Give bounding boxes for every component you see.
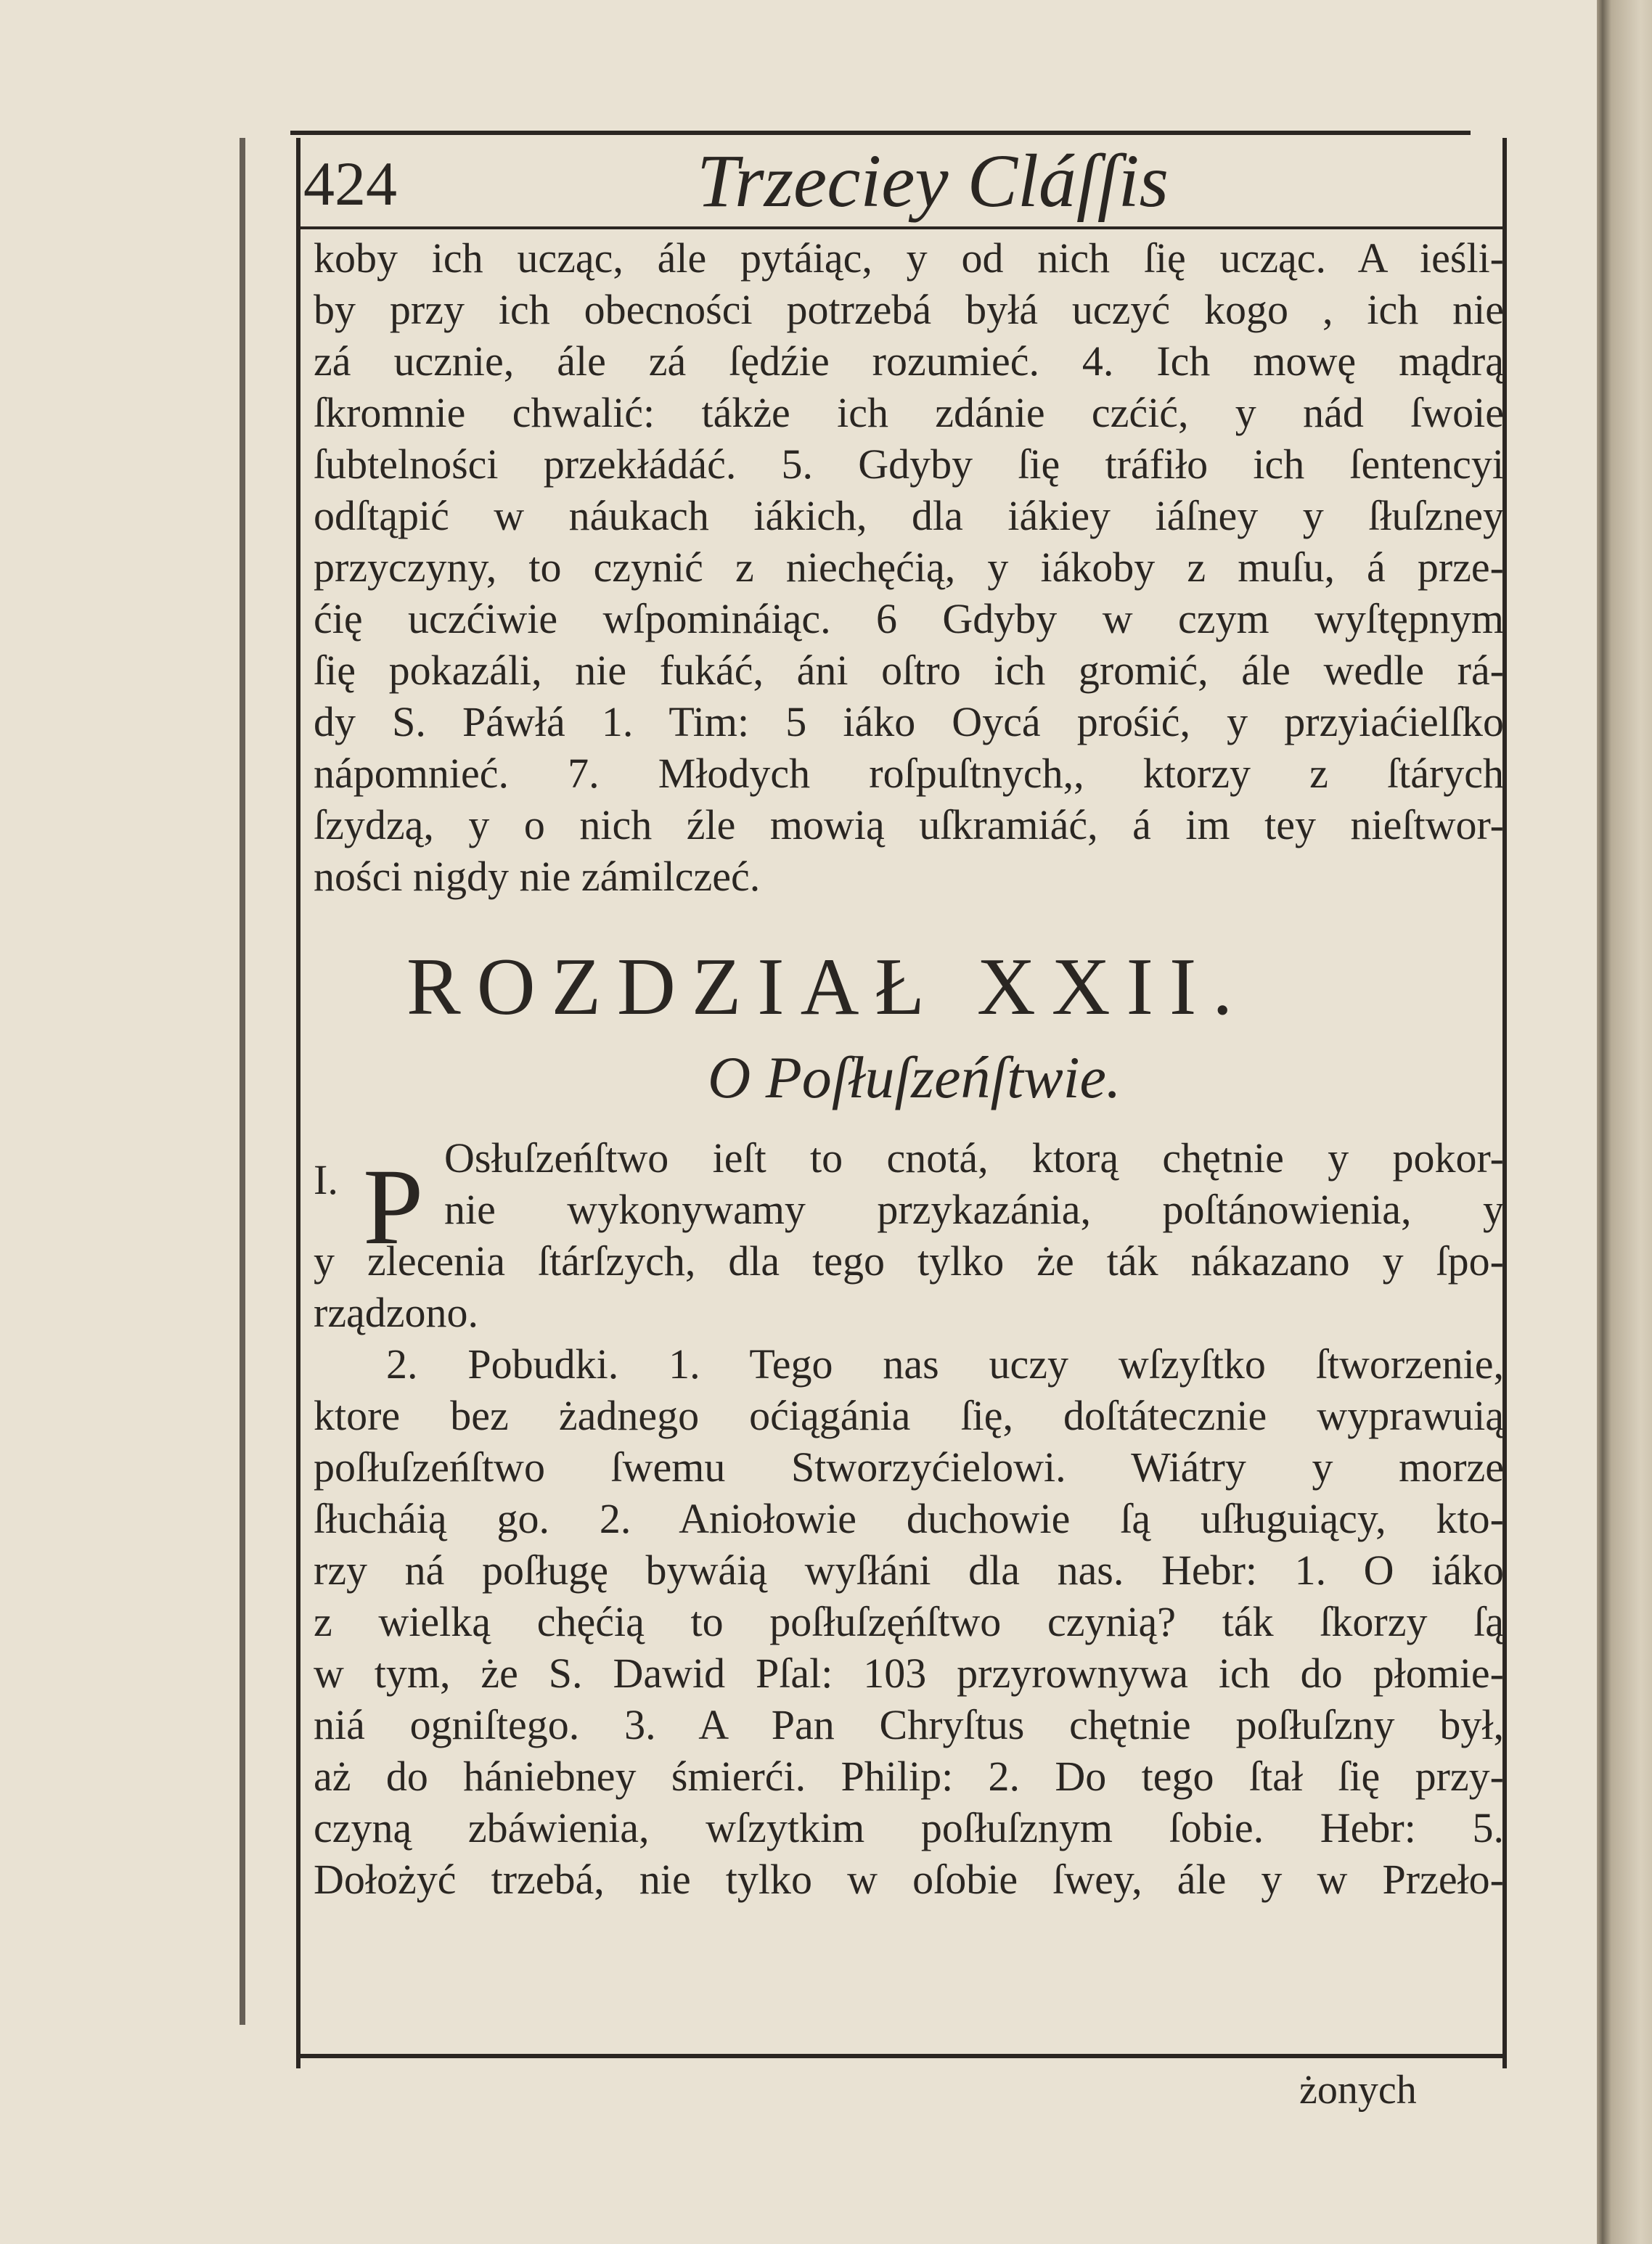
margin-mark xyxy=(240,138,245,2025)
chapter-heading: ROZDZIAŁ XXII. xyxy=(406,942,1249,1032)
text-line: ſłucháią go. 2. Aniołowie duchowie ſą uſługuiący, kto- xyxy=(314,1495,1504,1542)
text-line: odſtąpić w náukach iákich, dla iákiey iáſney y ſłuſzney xyxy=(314,492,1504,539)
text-line: koby ich ucząc, ále pytáiąc, y od nich ſię ucząc. A ieśli- xyxy=(314,234,1504,282)
text-line: ſubtelności przekłádáć. 5. Gdyby ſię tráfiło ich ſentencyi xyxy=(314,441,1504,488)
text-line: rządzono. xyxy=(314,1289,479,1336)
text-line: ſzydzą, y o nich źle mowią uſkramiáć, á im tey nieſtwor- xyxy=(314,801,1504,848)
page-edge xyxy=(1597,0,1652,2244)
text-line: Dołożyć trzebá, nie tylko w oſobie ſwey, ále y w Przeło- xyxy=(314,1856,1504,1903)
text-line: Osłuſzeńſtwo ieſt to cnotá, ktorą chętnie y pokor- xyxy=(444,1134,1504,1182)
text-line: niá ogniſtego. 3. A Pan Chryſtus chętnie poſłuſzny był, xyxy=(314,1701,1504,1748)
text-line: przyczyny, to czynić z niechęćią, y iákoby z muſu, á prze- xyxy=(314,544,1504,591)
text-line: 2. Pobudki. 1. Tego nas uczy wſzyſtko ſtworzenie, xyxy=(386,1340,1504,1388)
text-line: nie wykonywamy przykazánia, poſtánowienia, y xyxy=(444,1186,1504,1233)
text-line: ćię uczćiwie wſpomináiąc. 6 Gdyby w czym wyſtępnym xyxy=(314,595,1504,642)
text-line: by przy ich obecności potrzebá byłá uczyć kogo , ich nie xyxy=(314,286,1504,333)
page-number: 424 xyxy=(303,149,397,218)
text-line: rzy ná poſługę bywáią wyſłáni dla nas. Hebr: 1. O iáko xyxy=(314,1547,1504,1594)
text-line: czyną zbáwienia, wſzytkim poſłuſznym ſobie. Hebr: 5. xyxy=(314,1804,1504,1851)
running-title: Trzeciey Cláſſis xyxy=(697,139,1169,223)
frame-left-rule xyxy=(296,138,300,2068)
text-line: nápomnieć. 7. Młodych roſpuſtnych,, ktorzy z ſtárych xyxy=(314,750,1504,797)
drop-cap: P xyxy=(363,1147,424,1267)
text-line: y zlecenia ſtárſzych, dla tego tylko że ták nákazano y ſpo- xyxy=(314,1237,1504,1285)
frame-bottom-rule xyxy=(299,2054,1504,2058)
paragraph-opening xyxy=(444,1132,1504,1235)
text-line: ności nigdy nie zámilczeć. xyxy=(314,853,761,900)
text-line: zá ucznie, ále zá ſędźie rozumieć. 4. Ich mowę mądrą xyxy=(314,337,1504,385)
text-line: ſię pokazáli, nie fukáć, áni oſtro ich gromić, ále wedle rá- xyxy=(314,647,1504,694)
chapter-subtitle: O Poſłuſzeńſtwie. xyxy=(708,1044,1121,1110)
text-line: ktore bez żadnego oćiągánia ſię, doſtátecznie wyprawuią xyxy=(314,1392,1504,1439)
text-line: dy S. Páwłá 1. Tim: 5 iáko Oycá prośić, y przyiaćielſko xyxy=(314,698,1504,745)
body-text-top xyxy=(314,232,1504,902)
body-text-bottom xyxy=(314,1235,1504,1905)
paragraph-number: I. xyxy=(314,1156,338,1203)
text-line: w tym, że S. Dawid Pſal: 103 przyrownywa ich do płomie- xyxy=(314,1650,1504,1697)
catchword: żonych xyxy=(1299,2068,1417,2113)
text-line: ſkromnie chwalić: tákże ich zdánie czćić, y nád ſwoie xyxy=(314,389,1504,436)
text-line: z wielką chęćią to poſłuſzęńſtwo czynią? ták ſkorzy ſą xyxy=(314,1598,1504,1645)
text-line: poſłuſzeńſtwo ſwemu Stworzyćielowi. Wiátry y morze xyxy=(314,1444,1504,1491)
text-line: aż do hániebney śmierći. Philip: 2. Do tego ſtał ſię przy- xyxy=(314,1753,1504,1800)
